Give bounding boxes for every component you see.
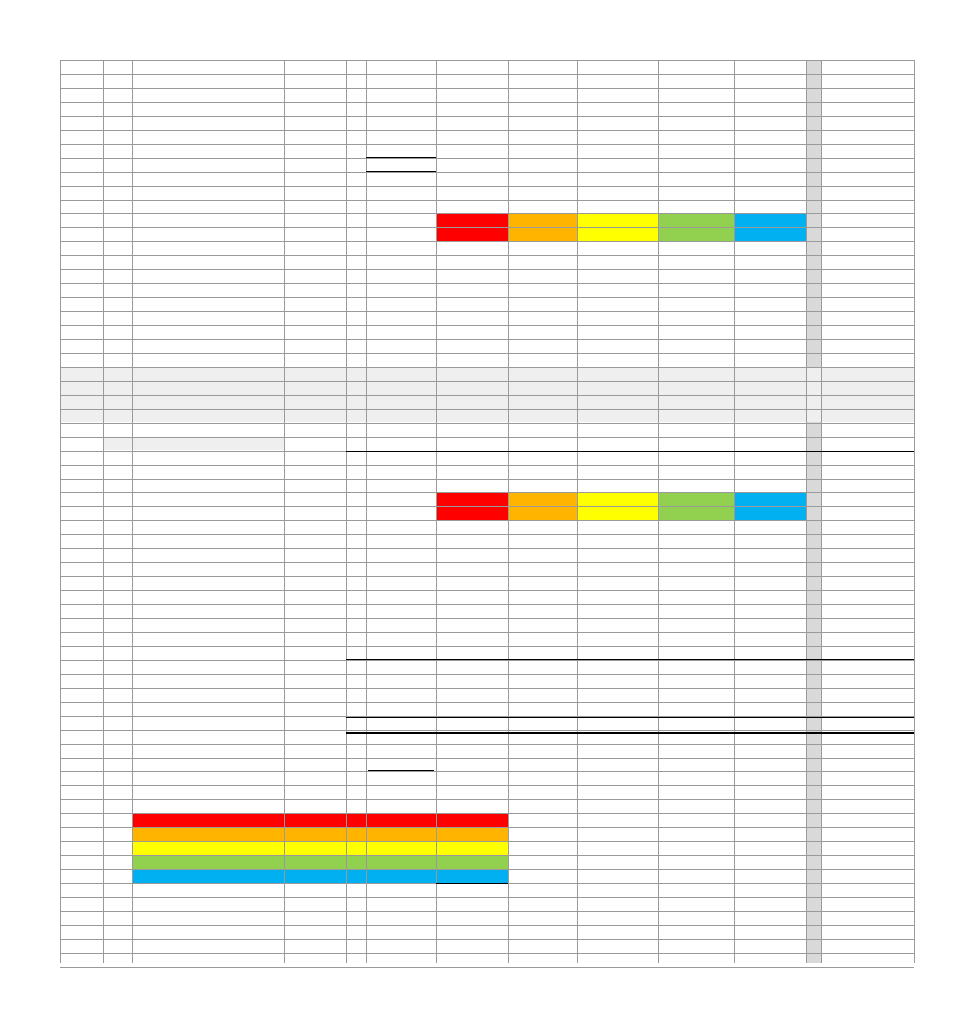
income-subtotal-line	[366, 157, 436, 158]
grid-row-line	[60, 367, 914, 368]
grid-col-line	[658, 60, 659, 963]
grid-row-line	[60, 60, 914, 61]
grid-col-line	[436, 60, 437, 963]
deficit-underline	[368, 770, 434, 771]
grid-row-line	[60, 576, 914, 577]
grid-col-line	[366, 60, 367, 963]
grid-row-line	[60, 967, 914, 968]
grid-row-line	[60, 841, 914, 842]
grid-col-line	[821, 60, 822, 963]
grid-row-line	[60, 381, 914, 382]
grid-row-line	[60, 74, 914, 75]
grid-row-line	[60, 311, 914, 312]
grid-row-line	[60, 548, 914, 549]
projects-total-line	[346, 451, 914, 453]
grid-row-line	[60, 771, 914, 772]
grid-col-line	[103, 60, 104, 963]
summary-bar-4	[132, 870, 508, 883]
grid-row-line	[60, 604, 914, 605]
grid-row-line	[60, 646, 914, 647]
grid-row-line	[60, 297, 914, 298]
grid-row-line	[60, 200, 914, 201]
grid-row-line	[60, 534, 914, 535]
grid-row-line	[60, 423, 914, 424]
grid-row-line	[60, 758, 914, 759]
grid-row-line	[60, 437, 914, 438]
grid-row-line	[60, 855, 914, 856]
grid-row-line	[60, 325, 914, 326]
grid-row-line	[60, 130, 914, 131]
grid-row-line	[60, 506, 914, 507]
summary-bar-3	[132, 856, 508, 869]
grid-row-line	[60, 144, 914, 145]
grid-row-line	[60, 395, 914, 396]
grid-row-line	[60, 172, 914, 173]
grid-row-line	[60, 158, 914, 159]
grid-row-line	[60, 785, 914, 786]
grid-row-line	[60, 269, 914, 270]
budget-spreadsheet	[60, 60, 914, 963]
grid-col-line	[132, 60, 133, 963]
grid-col-line	[60, 60, 61, 963]
grid-row-line	[60, 660, 914, 661]
grid-col-line	[284, 60, 285, 963]
grid-col-line	[508, 60, 509, 963]
grand-total-bottom-line	[346, 732, 914, 734]
grid-row-line	[60, 869, 914, 870]
grid-row-line	[60, 283, 914, 284]
grid-row-line	[60, 353, 914, 354]
admin-total-line	[346, 659, 914, 660]
grid-col-line	[914, 60, 915, 963]
grid-row-line	[60, 632, 914, 633]
grid-row-line	[60, 953, 914, 954]
grid-col-line	[734, 60, 735, 963]
grid-row-line	[60, 897, 914, 898]
grid-row-line	[60, 688, 914, 689]
grid-row-line	[60, 911, 914, 912]
grid-row-line	[60, 255, 914, 256]
grid-row-line	[60, 213, 914, 214]
grid-row-line	[60, 562, 914, 563]
grid-row-line	[60, 939, 914, 940]
grid-row-line	[60, 479, 914, 480]
grid-row-line	[60, 730, 914, 731]
grid-row-line	[60, 88, 914, 89]
grid-row-line	[60, 674, 914, 675]
grid-row-line	[60, 409, 914, 410]
grid-col-line	[806, 60, 807, 963]
grid-row-line	[60, 339, 914, 340]
summary-bar-1	[132, 828, 508, 841]
grid-row-line	[60, 520, 914, 521]
grid-col-line	[346, 60, 347, 963]
income-total-line	[366, 171, 436, 172]
grid-row-line	[60, 799, 914, 800]
summary-total-line	[436, 883, 508, 884]
grid-row-line	[60, 492, 914, 493]
grid-row-line	[60, 827, 914, 828]
grid-row-line	[60, 618, 914, 619]
summary-bar-0	[132, 814, 508, 827]
grid-row-line	[60, 702, 914, 703]
grid-row-line	[60, 227, 914, 228]
grid-row-line	[60, 186, 914, 187]
grid-row-line	[60, 102, 914, 103]
grid-row-line	[60, 813, 914, 814]
shaded-cell	[103, 438, 284, 450]
grid-col-line	[577, 60, 578, 963]
grid-row-line	[60, 116, 914, 117]
summary-bar-2	[132, 842, 508, 855]
grid-row-line	[60, 590, 914, 591]
grand-total-top-line	[346, 717, 914, 718]
grid-row-line	[60, 465, 914, 466]
grid-row-line	[60, 241, 914, 242]
grid-row-line	[60, 744, 914, 745]
grid-row-line	[60, 925, 914, 926]
